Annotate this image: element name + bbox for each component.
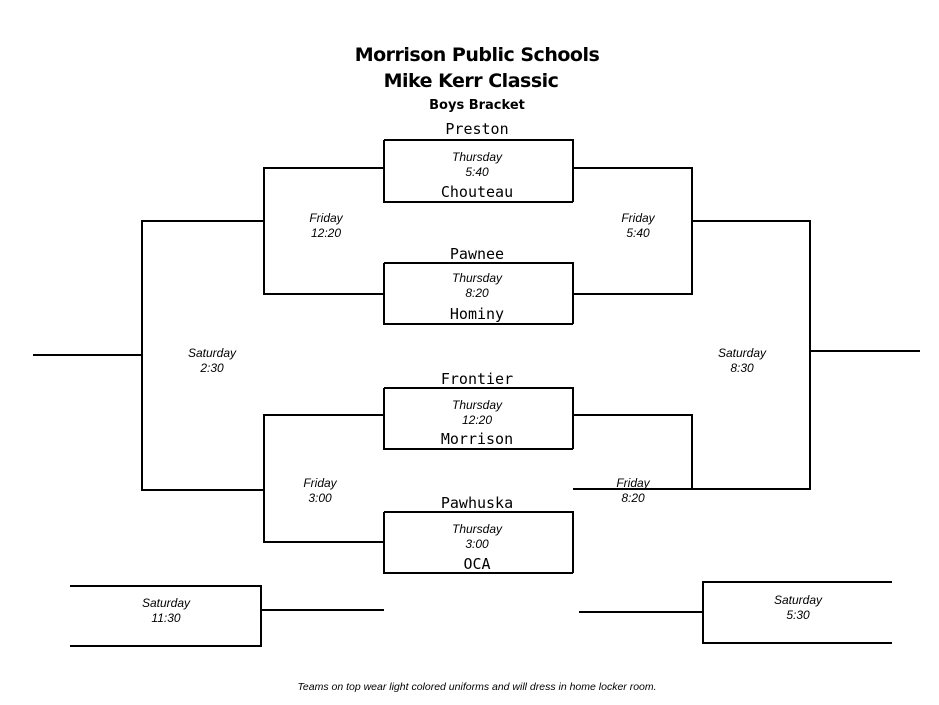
right-final: [692, 221, 920, 489]
consolation-right-box: [579, 582, 892, 643]
right-semi-top-time: 5:40: [626, 226, 650, 240]
game-2-time: 8:20: [465, 286, 489, 300]
game-1-time: 5:40: [465, 165, 489, 179]
team-frontier: Frontier: [440, 370, 514, 388]
right-semi-top-day: Friday: [621, 211, 655, 225]
left-semifinal-bottom: [264, 415, 384, 542]
team-morrison: Morrison: [440, 430, 514, 448]
game-3-day: Thursday: [451, 398, 503, 412]
team-pawhuska: Pawhuska: [440, 494, 514, 512]
consolation-left-day: Saturday: [141, 596, 191, 610]
right-semi-bottom-time: 8:20: [621, 491, 645, 505]
consolation-right-day: Saturday: [773, 593, 823, 607]
left-semi-bottom-time: 3:00: [308, 491, 332, 505]
team-hominy: Hominy: [449, 305, 505, 323]
game-box-4: [384, 494, 573, 573]
game-2-day: Thursday: [451, 271, 503, 285]
title-tournament: Mike Kerr Classic: [383, 70, 559, 92]
team-chouteau: Chouteau: [440, 183, 514, 201]
team-oca: OCA: [463, 555, 491, 573]
consolation-left-time: 11:30: [151, 611, 181, 625]
left-final: [33, 221, 264, 490]
game-4-time: 3:00: [465, 537, 489, 551]
right-semifinal-top: [573, 168, 692, 294]
team-pawnee: Pawnee: [449, 245, 505, 263]
game-1-day: Thursday: [451, 150, 503, 164]
consolation-right-time: 5:30: [786, 608, 810, 622]
title-school: Morrison Public Schools: [354, 44, 600, 66]
game-box-1: [384, 120, 573, 202]
game-3-time: 12:20: [461, 413, 493, 427]
consolation-left-box: [70, 586, 384, 646]
bracket-subtitle: Boys Bracket: [429, 98, 525, 113]
left-semi-bottom-day: Friday: [303, 476, 337, 490]
left-semi-top-day: Friday: [309, 211, 343, 225]
footer-note: Teams on top wear light colored uniforms and will dress in home locker room.: [297, 681, 657, 693]
game-box-2: [384, 245, 573, 324]
game-4-day: Thursday: [451, 522, 503, 536]
right-final-day: Saturday: [717, 346, 767, 360]
left-final-day: Saturday: [187, 346, 237, 360]
right-semifinal-bottom: [573, 415, 692, 505]
right-final-time: 8:30: [730, 361, 754, 375]
team-preston: Preston: [445, 120, 509, 138]
left-semi-top-time: 12:20: [310, 226, 342, 240]
left-semifinal-top: [264, 168, 384, 294]
game-box-3: [384, 370, 573, 449]
left-final-time: 2:30: [200, 361, 224, 375]
right-semi-bottom-day: Friday: [616, 476, 650, 490]
